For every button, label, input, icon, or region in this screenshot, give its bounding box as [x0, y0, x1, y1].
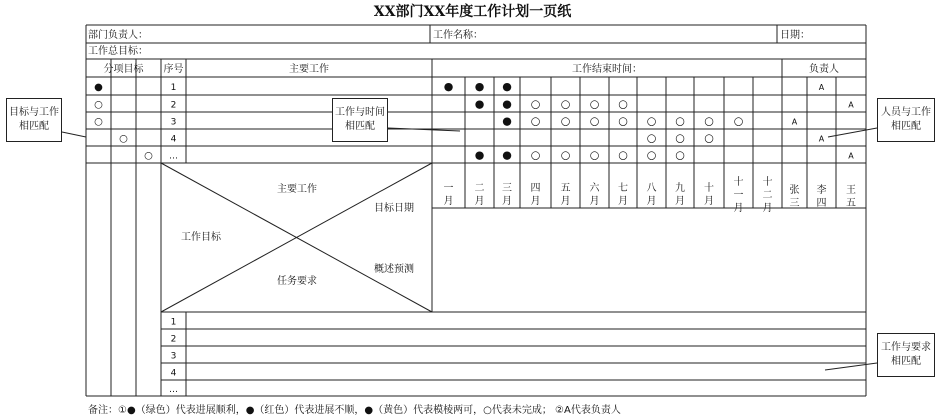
month-label: 月: [618, 196, 628, 207]
month-label: 八: [646, 183, 657, 194]
bottom-seq: 4: [170, 368, 177, 379]
owner-name-label: 五: [846, 198, 856, 209]
goal-mark: ○: [119, 133, 128, 145]
month-mark: ○: [618, 114, 628, 128]
month-label: 月: [443, 196, 454, 207]
row-seq: …: [169, 151, 178, 162]
row-seq: 2: [170, 100, 177, 111]
month-label: 月: [502, 196, 512, 207]
month-mark: ○: [618, 148, 628, 162]
diagram-task-req: 任务要求: [277, 276, 317, 287]
month-label: 十: [733, 177, 744, 188]
month-mark: ●: [474, 148, 485, 162]
bottom-seq: …: [169, 385, 178, 395]
owner-name-label: 王: [846, 185, 856, 196]
col-end-time: 工作结束时间：: [572, 64, 642, 75]
month-label: 月: [646, 196, 657, 207]
date-label: 日期：: [780, 30, 810, 41]
owner-name-label: 四: [816, 198, 827, 209]
month-label: 五: [560, 183, 571, 194]
row-seq: 4: [170, 134, 177, 145]
month-mark: ○: [646, 114, 657, 128]
bottom-seq: 2: [170, 334, 177, 345]
callout-goal-work: 目标与工作相匹配: [6, 98, 62, 142]
col-owner: 负责人: [809, 64, 839, 75]
month-mark: ○: [560, 97, 571, 111]
work-name-label: 工作名称：: [433, 30, 483, 41]
month-mark: ○: [530, 97, 541, 111]
total-goal-label: 工作总目标：: [88, 46, 148, 57]
month-mark: ○: [589, 148, 600, 162]
goal-mark: ○: [144, 150, 153, 162]
month-mark: ○: [560, 114, 571, 128]
row-seq: 1: [170, 83, 177, 93]
footnote: 备注：①●（绿色）代表进展顺利，●（红色）代表进展不顺，●（黄色）代表模棱两可，○代表未完成； ②A代表负责人: [88, 405, 621, 416]
owner-mark: A: [791, 117, 798, 127]
month-mark: ○: [675, 114, 685, 128]
diagram-work-goal: 工作目标: [181, 232, 221, 243]
diagram-overview: 概述预测: [374, 264, 414, 275]
bottom-seq: 3: [170, 351, 177, 362]
col-seq: 序号: [163, 64, 184, 75]
month-mark: ●: [474, 80, 485, 93]
callout-people-work: 人员与工作相匹配: [877, 98, 935, 142]
month-label: 二: [474, 183, 485, 194]
owner-mark: A: [818, 134, 825, 144]
month-label: 月: [474, 196, 485, 207]
diagram-target-date: 目标日期: [374, 203, 414, 214]
owner-mark: A: [848, 151, 854, 161]
month-mark: ○: [530, 114, 541, 128]
month-mark: ○: [675, 131, 685, 145]
month-mark: ○: [704, 114, 714, 128]
owner-mark: A: [848, 100, 854, 110]
goal-mark: ○: [94, 116, 103, 128]
col-main-work: 主要工作: [289, 64, 329, 75]
diagram-main-work: 主要工作: [277, 184, 317, 195]
goal-mark: ●: [94, 82, 103, 93]
bottom-seq: 1: [170, 317, 177, 328]
month-mark: ●: [502, 114, 512, 128]
month-mark: ●: [443, 80, 454, 93]
month-mark: ○: [589, 97, 600, 111]
page-title: XX部门XX年度工作计划一页纸: [373, 4, 572, 20]
month-mark: ●: [502, 80, 512, 93]
month-mark: ○: [646, 131, 657, 145]
owner-mark: A: [818, 83, 825, 92]
owner-name-label: 李: [816, 185, 827, 196]
col-sub-goals: 分项目标: [103, 64, 144, 75]
month-label: 月: [589, 196, 600, 207]
month-label: 月: [530, 196, 541, 207]
callout-work-time: 工作与时间相匹配: [332, 98, 388, 142]
month-mark: ○: [675, 148, 685, 162]
month-mark: ○: [733, 114, 744, 128]
month-mark: ●: [502, 148, 512, 162]
row-seq: 3: [170, 117, 177, 128]
owner-name-label: 张: [789, 185, 800, 196]
dept-owner-label: 部门负责人：: [88, 30, 148, 41]
month-mark: ○: [589, 114, 600, 128]
owner-name-label: 三: [789, 198, 800, 209]
month-label: 十: [762, 177, 773, 188]
month-mark: ○: [560, 148, 571, 162]
month-mark: ●: [502, 97, 512, 111]
month-label: 月: [560, 196, 571, 207]
month-mark: ○: [646, 148, 657, 162]
month-label: 九: [675, 183, 685, 194]
month-label: 七: [618, 183, 628, 194]
callout-work-req: 工作与要求相匹配: [877, 333, 935, 377]
goal-mark: ○: [94, 99, 103, 111]
callout-arrow: [825, 363, 877, 370]
month-mark: ○: [530, 148, 541, 162]
month-mark: ○: [704, 131, 714, 145]
month-label: 月: [733, 203, 744, 214]
month-label: 四: [530, 183, 541, 194]
month-label: 月: [762, 203, 773, 214]
callout-arrow: [62, 132, 86, 137]
month-label: 三: [502, 183, 512, 194]
month-label: 十: [704, 183, 714, 194]
month-label: 月: [675, 196, 685, 207]
month-mark: ○: [618, 97, 628, 111]
month-mark: ●: [474, 97, 485, 111]
month-label: 六: [589, 183, 600, 194]
month-label: 一: [733, 190, 744, 201]
month-label: 一: [443, 183, 454, 194]
month-label: 月: [704, 196, 714, 207]
month-label: 二: [762, 190, 773, 201]
